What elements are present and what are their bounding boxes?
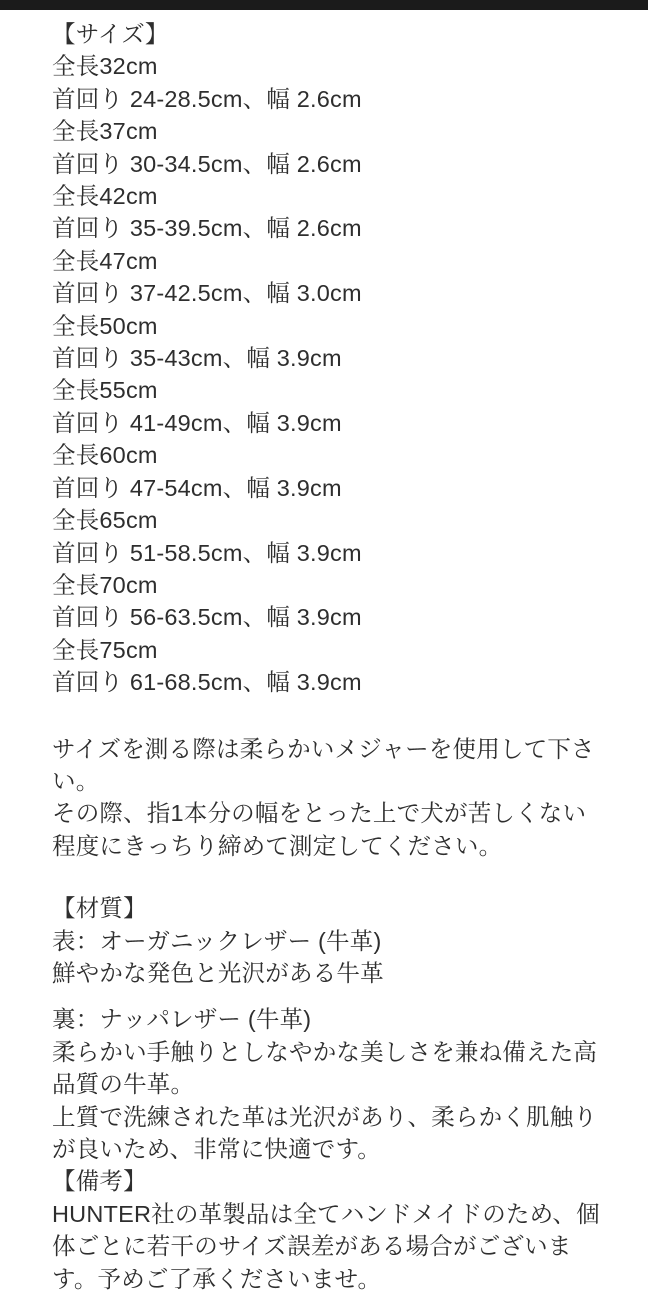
size-line: 首回り 30-34.5cm、幅 2.6cm bbox=[52, 150, 362, 177]
size-line: 全長75cm bbox=[52, 636, 158, 663]
size-line: 全長47cm bbox=[52, 247, 158, 274]
size-line: 首回り 24-28.5cm、幅 2.6cm bbox=[52, 85, 362, 112]
size-line: 全長65cm bbox=[52, 507, 158, 534]
spacer bbox=[52, 862, 606, 892]
section-heading-material: 【材質】 bbox=[52, 895, 147, 922]
measuring-note-paragraph: サイズを測る際は柔らかいメジャーを使用して下さい。 bbox=[52, 735, 595, 794]
section-heading-remarks: 【備考】 bbox=[52, 1168, 147, 1195]
size-line: 首回り 56-63.5cm、幅 3.9cm bbox=[52, 604, 362, 631]
top-black-bar bbox=[0, 0, 648, 10]
lining-paragraph: 上質で洗練された革は光沢があり、柔らかく肌触りが良いため、非常に快適です。 bbox=[52, 1103, 598, 1162]
size-line: 首回り 61-68.5cm、幅 3.9cm bbox=[52, 669, 362, 696]
document-content bbox=[0, 10, 648, 1295]
size-line: 全長32cm bbox=[52, 53, 158, 80]
size-line: 全長42cm bbox=[52, 183, 158, 210]
spacer bbox=[52, 989, 606, 1003]
size-line: 首回り 51-58.5cm、幅 3.9cm bbox=[52, 539, 362, 566]
remarks-paragraph: HUNTER社の革製品は全てハンドメイドのため、個体ごとに若干のサイズ誤差がある場合がございます。予めご了承くださいませ。 bbox=[52, 1200, 600, 1292]
size-line: 首回り 41-49cm、幅 3.9cm bbox=[52, 409, 342, 436]
size-line: 全長55cm bbox=[52, 377, 158, 404]
size-line: 首回り 47-54cm、幅 3.9cm bbox=[52, 474, 342, 501]
section-heading-size: 【サイズ】 bbox=[52, 21, 169, 47]
size-line: 全長70cm bbox=[52, 571, 158, 598]
material-paragraph: 表：オーガニックレザー (牛革) bbox=[52, 927, 382, 954]
size-line: 首回り 35-43cm、幅 3.9cm bbox=[52, 345, 342, 372]
measuring-note-paragraph: その際、指1本分の幅をとった上で犬が苦しくない程度にきっちり締めて測定してください。 bbox=[52, 800, 587, 859]
size-line: 全長60cm bbox=[52, 442, 158, 469]
size-line: 全長37cm bbox=[52, 118, 158, 145]
size-line: 首回り 37-42.5cm、幅 3.0cm bbox=[52, 280, 362, 307]
size-line: 首回り 35-39.5cm、幅 2.6cm bbox=[52, 215, 362, 242]
material-paragraph: 鮮やかな発色と光沢がある牛革 bbox=[52, 959, 384, 986]
lining-paragraph: 裏：ナッパレザー (牛革) bbox=[52, 1006, 312, 1033]
lining-paragraph: 柔らかい手触りとしなやかな美しさを兼ね備えた高品質の牛革。 bbox=[52, 1038, 598, 1098]
size-line: 全長50cm bbox=[52, 312, 158, 339]
spacer bbox=[52, 699, 606, 733]
